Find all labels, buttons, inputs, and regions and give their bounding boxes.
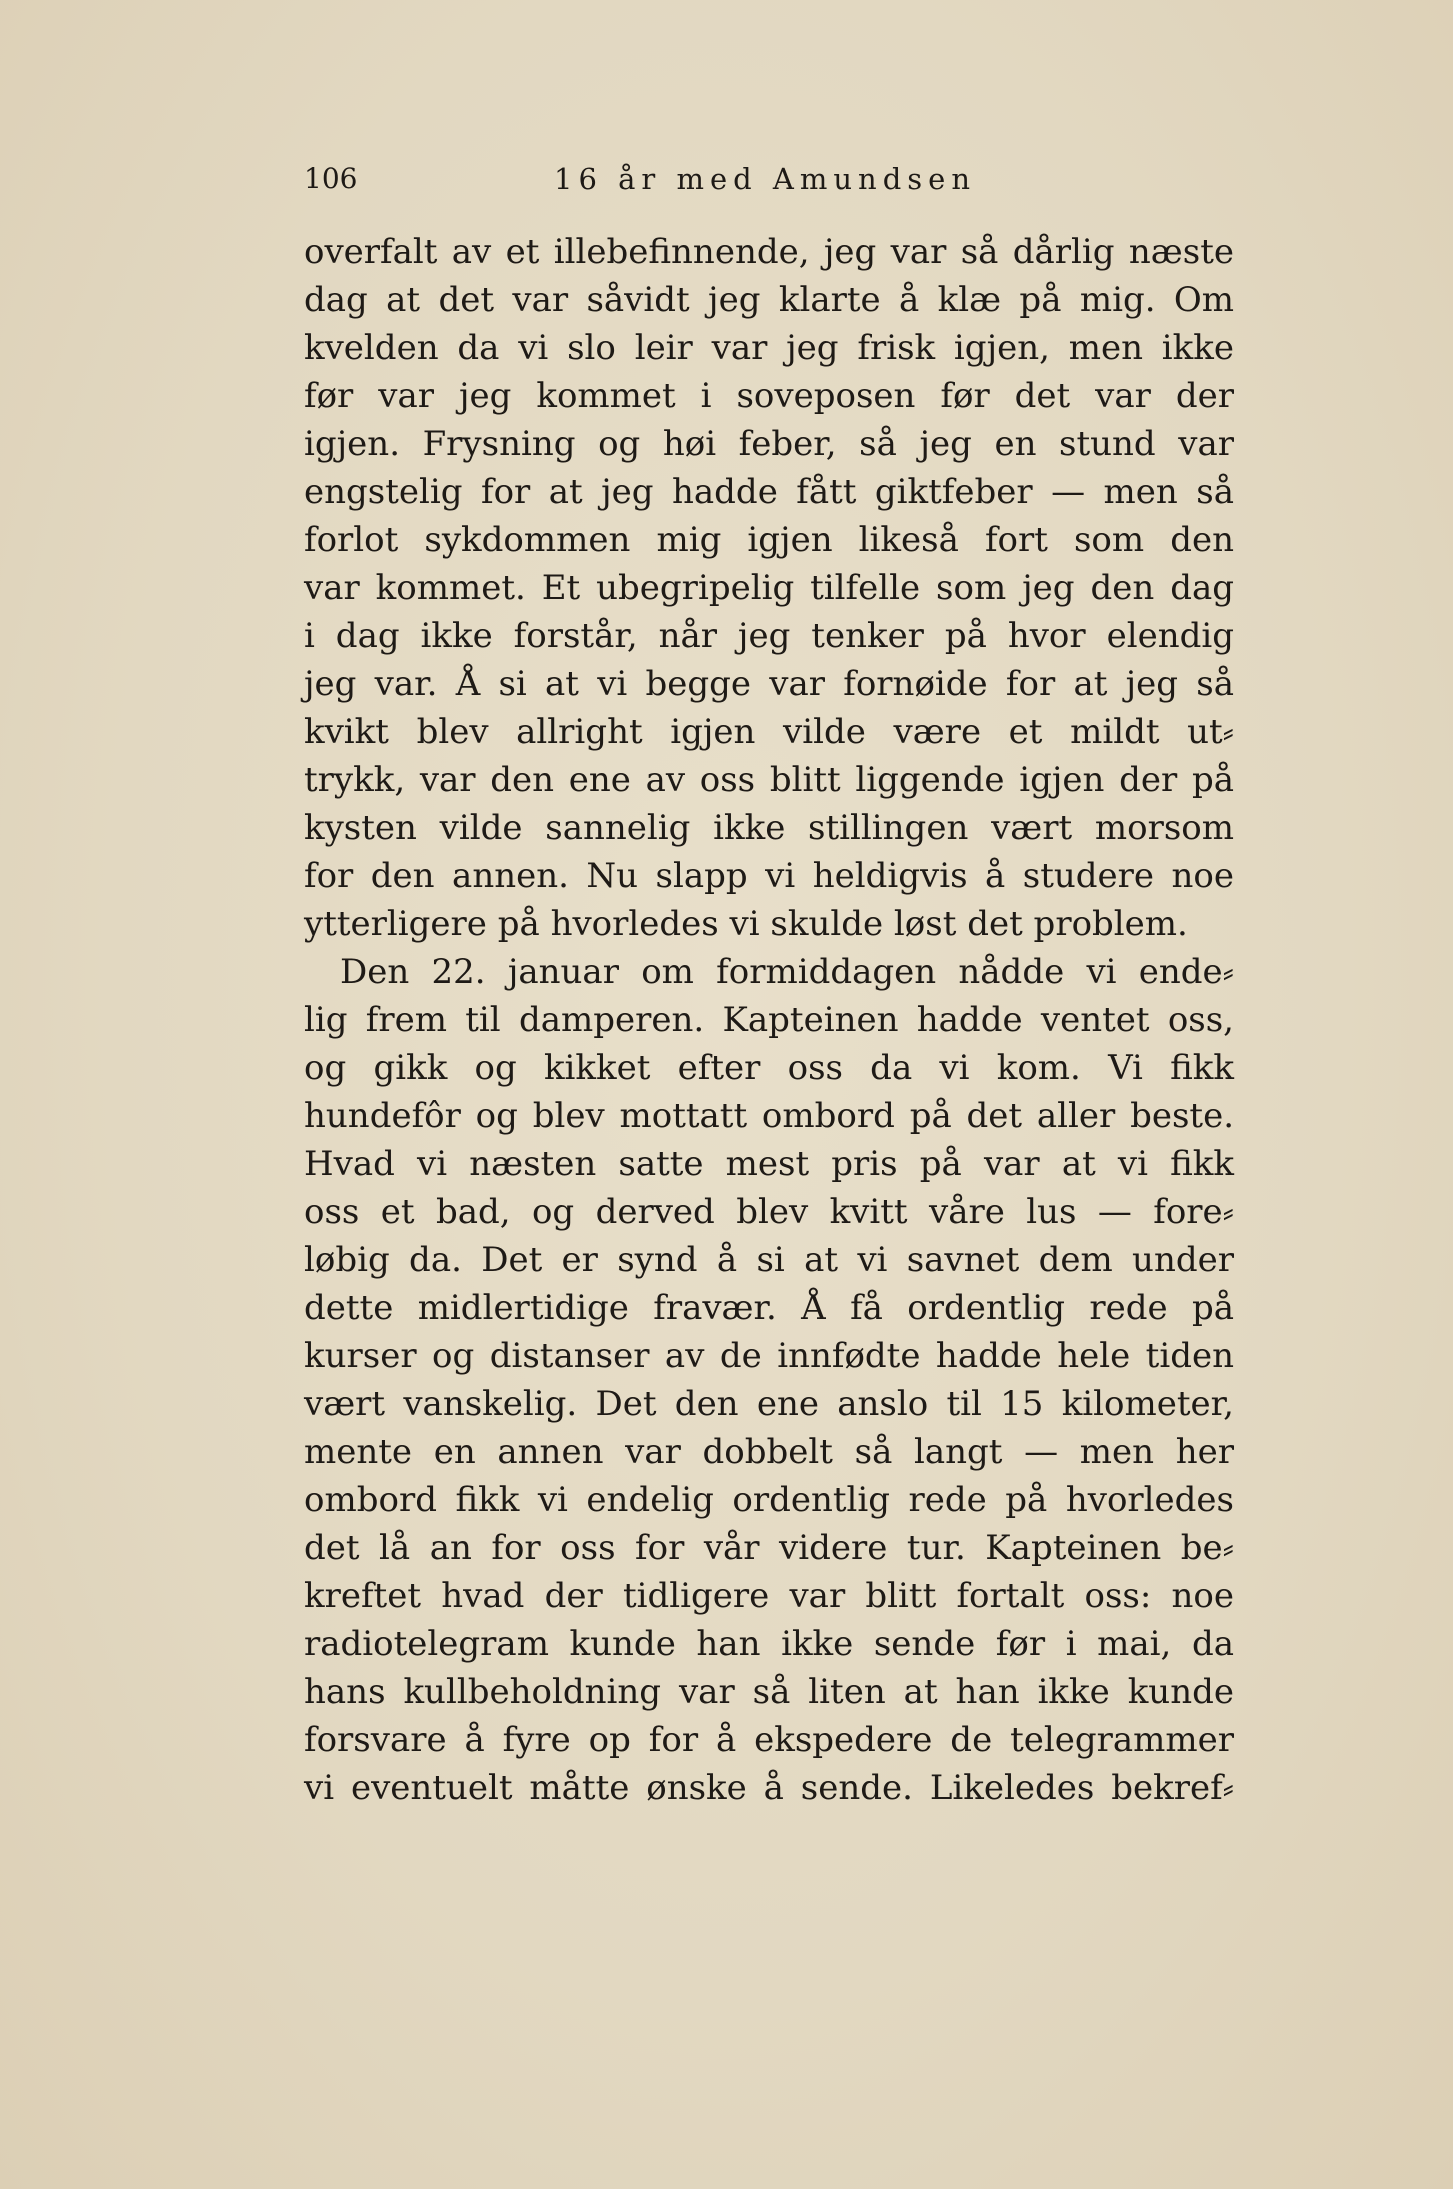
text-line: for den annen. Nu slapp vi heldigvis å studere noe [304,856,1234,896]
text-line: løbig da. Det er synd å si at vi savnet dem under [304,1240,1234,1280]
body-text [304,228,1234,1812]
text-line: vi eventuelt måtte ønske å sende. Likeledes bekref⸗ [304,1768,1234,1808]
text-line: forsvare å fyre op for å ekspedere de telegrammer [304,1720,1234,1760]
text-line: oss et bad, og derved blev kvitt våre lus — fore⸗ [304,1192,1234,1232]
text-line: kvelden da vi slo leir var jeg frisk igjen, men ikke [304,328,1234,368]
page-header [304,162,1234,202]
text-line: trykk, var den ene av oss blitt liggende igjen der på [304,760,1234,800]
text-line: jeg var. Å si at vi begge var fornøide for at jeg så [304,664,1234,704]
page-number: 106 [304,162,358,195]
running-title: 16 år med Amundsen [554,162,977,196]
text-line: dag at det var såvidt jeg klarte å klæ på mig. Om [304,280,1234,320]
text-line: kreftet hvad der tidligere var blitt fortalt oss: noe [304,1576,1234,1616]
text-line: Hvad vi næsten satte mest pris på var at vi fikk [304,1144,1234,1184]
text-line: engstelig for at jeg hadde fått giktfeber — men så [304,472,1234,512]
text-line: hans kullbeholdning var så liten at han ikke kunde [304,1672,1234,1712]
text-line: igjen. Frysning og høi feber, så jeg en stund var [304,424,1234,464]
text-line: radiotelegram kunde han ikke sende før i mai, da [304,1624,1234,1664]
text-line: ytterligere på hvorledes vi skulde løst det problem. [304,904,1188,944]
text-line: og gikk og kikket efter oss da vi kom. Vi fikk [304,1048,1234,1088]
text-line: dette midlertidige fravær. Å få ordentlig rede på [304,1288,1234,1328]
text-line: før var jeg kommet i soveposen før det var der [304,376,1234,416]
text-line: forlot sykdommen mig igjen likeså fort som den [304,520,1234,560]
text-line: kvikt blev allright igjen vilde være et mildt ut⸗ [304,712,1234,752]
text-line: hundefôr og blev mottatt ombord på det aller beste. [304,1096,1234,1136]
text-line: overfalt av et illebefinnende, jeg var så dårlig næste [304,232,1234,272]
text-line: lig frem til damperen. Kapteinen hadde ventet oss, [304,1000,1234,1040]
text-line: Den 22. januar om formiddagen nådde vi ende⸗ [340,952,1234,992]
text-line: kysten vilde sannelig ikke stillingen vært morsom [304,808,1234,848]
text-line: i dag ikke forstår, når jeg tenker på hvor elendig [304,616,1234,656]
text-line: ombord fikk vi endelig ordentlig rede på hvorledes [304,1480,1234,1520]
text-line: vært vanskelig. Det den ene anslo til 15 kilometer, [304,1384,1234,1424]
text-line: mente en annen var dobbelt så langt — men her [304,1432,1234,1472]
text-line: var kommet. Et ubegripelig tilfelle som jeg den dag [304,568,1234,608]
text-line: det lå an for oss for vår videre tur. Kapteinen be⸗ [304,1528,1234,1568]
text-line: kurser og distanser av de innfødte hadde hele tiden [304,1336,1234,1376]
